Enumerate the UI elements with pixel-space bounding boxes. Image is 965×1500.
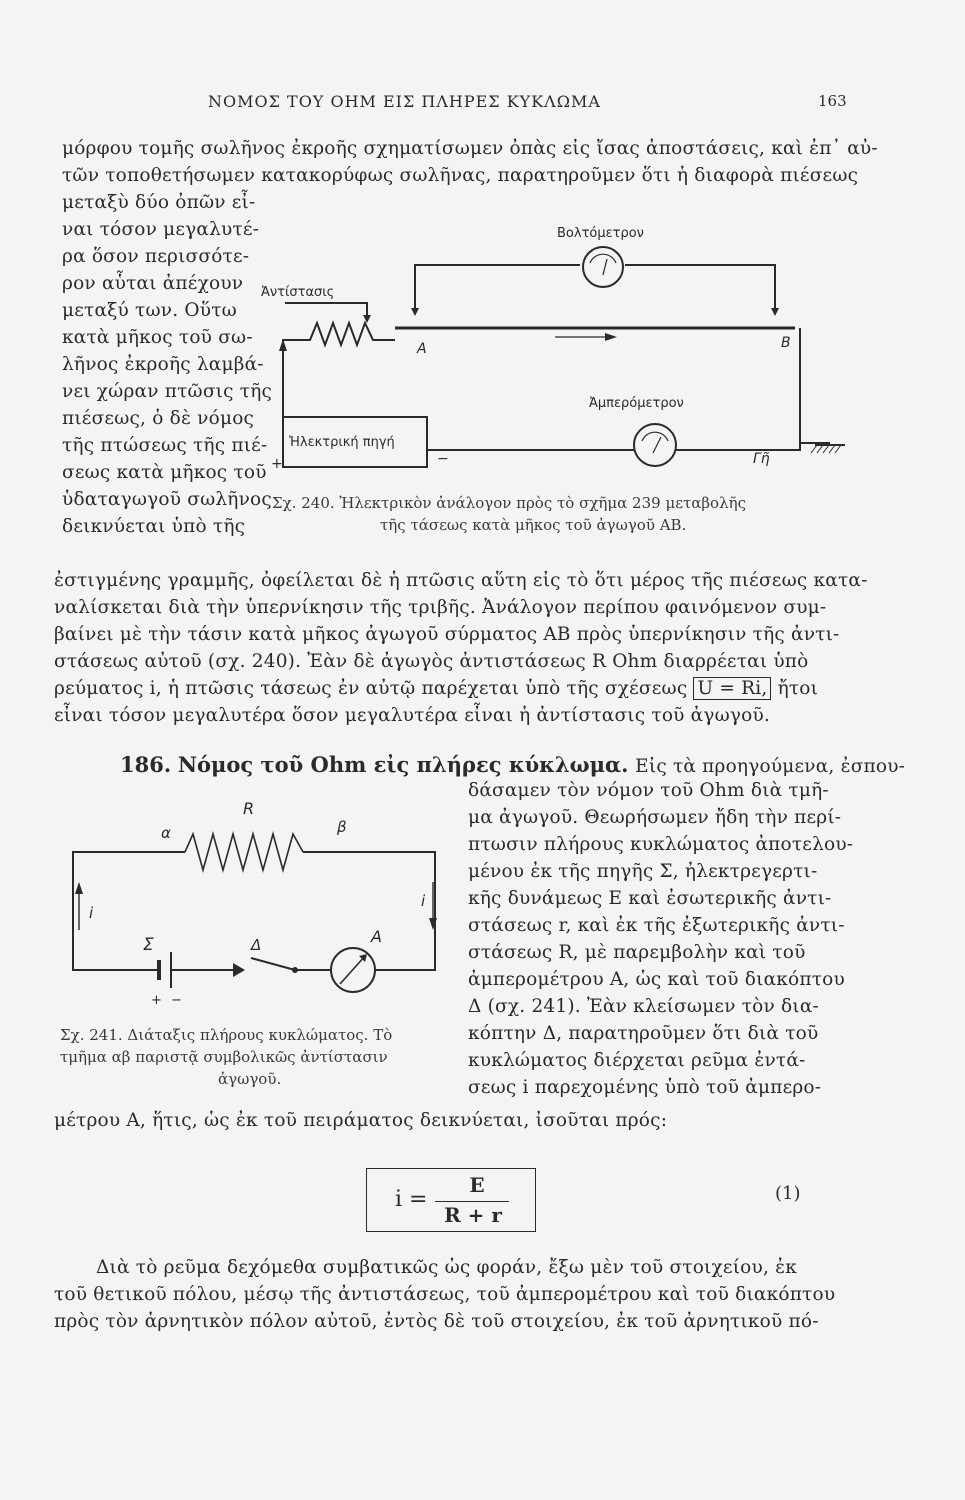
- equation-denominator: R + r: [444, 1203, 502, 1227]
- text-line: μα ἀγωγοῦ. Θεωρήσωμεν ἤδη τὴν περί-: [468, 807, 842, 828]
- switch-pivot: [292, 967, 298, 973]
- text-line: βαίνει μὲ τὴν τάσιν κατὰ μῆκος ἀγωγοῦ σύρματος ΑΒ πρὸς ὑπερνίκησιν τῆς ἀντι-: [54, 624, 840, 645]
- switch-delta-label: Δ: [251, 936, 262, 954]
- text-after-formula: ἤτοι: [777, 678, 819, 699]
- figure-240-caption-line2: τῆς τάσεως κατὰ μῆκος τοῦ ἀγωγοῦ ΑΒ.: [380, 516, 687, 534]
- section-186-heading: [120, 752, 905, 779]
- boxed-formula-u-ri: U = Ri,: [693, 677, 771, 700]
- text-before-formula: ρεύματος i, ἡ πτῶσις τάσεως ἐν αὐτῷ παρέχεται ὑπὸ τῆς σχέσεως: [54, 678, 688, 699]
- ammeter-icon: [634, 424, 676, 466]
- text-line: κόπτην Δ, παρατηροῦμεν ὅτι διὰ τοῦ: [468, 1023, 819, 1044]
- voltmeter-icon: [583, 247, 623, 287]
- running-header: [0, 92, 965, 116]
- ammeter-label: Ἀμπερόμετρον: [589, 396, 684, 411]
- text-line: μένου ἐκ τῆς πηγῆς Σ, ἠλεκτρεγερτι-: [468, 861, 818, 882]
- text-line: μεταξὺ δύο ὀπῶν εἶ-: [62, 192, 256, 213]
- text-line: εἶναι τόσον μεγαλυτέρα ὅσον μεγαλυτέρα εἶναι ἡ ἀντίστασις τοῦ ἀγωγοῦ.: [54, 705, 771, 726]
- wire-battery-left: [73, 965, 159, 970]
- text-line: κυκλώματος διέρχεται ρεῦμα ἐντά-: [468, 1050, 806, 1071]
- text-line: Δ (σχ. 241). Ἐὰν κλείσωμεν τὸν δια-: [468, 996, 819, 1017]
- point-b-label: Β: [781, 335, 791, 351]
- figure-241-caption-line3: ἀγωγοῦ.: [218, 1070, 282, 1088]
- ammeter-arrow: [340, 956, 365, 984]
- battery-plus-label: +: [151, 993, 162, 1008]
- text-line: στάσεως αὐτοῦ (σχ. 240). Ἐὰν δὲ ἀγωγὸς ἀντιστάσεως R Ohm διαρρέεται ὑπὸ: [54, 651, 809, 672]
- equation-lhs: i =: [395, 1187, 428, 1212]
- rheostat-arrow: [363, 315, 371, 323]
- text-line: ναλίσκεται διὰ τὴν ὑπερνίκησιν τῆς τριβῆς. Ἀνάλογον περίπου φαινόμενον συμ-: [54, 597, 827, 618]
- current-arrow-left-head: [75, 882, 83, 894]
- battery-minus-label: −: [171, 993, 182, 1008]
- figure-240-circuit: [255, 205, 855, 495]
- current-left-label: i: [89, 904, 94, 922]
- ground-label: Γῆ: [753, 451, 770, 467]
- text-line: μόρφου τομῆς σωλῆνος ἐκροῆς σχηματίσωμεν ὀπὰς εἰς ἴσας ἀποστάσεις, καὶ ἐπ᾽ αὐ-: [62, 138, 878, 159]
- text-line: ἐστιγμένης γραμμῆς, ὀφείλεται δὲ ἡ πτῶσις αὕτη εἰς τὸ ὅτι μέρος τῆς πιέσεως κατα-: [54, 570, 868, 591]
- point-alpha-label: α: [161, 824, 171, 842]
- voltmeter-scale: [590, 254, 616, 263]
- voltmeter-probe-a: [411, 308, 419, 316]
- text-line: στάσεως r, καὶ ἐκ τῆς ἐξωτερικῆς ἀντι-: [468, 915, 845, 936]
- text-line: σεως κατὰ μῆκος τοῦ: [62, 462, 267, 483]
- source-sigma-label: Σ: [143, 935, 154, 955]
- text-line: στάσεως R, μὲ παρεμβολὴν καὶ τοῦ: [468, 942, 806, 963]
- ammeter-a-label: Α: [371, 927, 382, 946]
- voltmeter-label: Βολτόμετρον: [557, 226, 644, 241]
- rheostat-slider: [285, 303, 367, 317]
- figure-240-caption-line1: Σχ. 240. Ἠλεκτρικὸν ἀνάλογον πρὸς τὸ σχῆμα 239 μεταβολῆς: [272, 494, 746, 512]
- text-line-with-formula: [54, 677, 818, 701]
- switch-delta-blade: [251, 958, 295, 970]
- source-minus-label: −: [437, 451, 449, 467]
- text-line: ρα ὅσον περισσότε-: [62, 246, 250, 267]
- current-right-label: i: [421, 892, 426, 910]
- current-arrow-head: [605, 333, 617, 341]
- text-line: Διὰ τὸ ρεῦμα δεχόμεθα συμβατικῶς ὡς φοράν, ἔξω μὲν τοῦ στοιχείου, ἐκ: [96, 1257, 797, 1278]
- text-line: σεως i παρεχομένης ὑπὸ τοῦ ἀμπερο-: [468, 1077, 822, 1098]
- section-lead: Εἰς τὰ προηγούμενα, ἐσπου-: [635, 756, 906, 777]
- switch-contact-icon: [233, 963, 245, 977]
- text-line: ὑδαταγωγοῦ σωλῆνος: [62, 489, 272, 510]
- voltmeter-probe-b: [771, 308, 779, 316]
- ammeter-needle: [653, 437, 661, 453]
- text-line: ἀμπερομέτρου Α, ὡς καὶ τοῦ διακόπτου: [468, 969, 845, 990]
- equation-1-box: [366, 1168, 536, 1232]
- resistance-zigzag: [283, 323, 395, 435]
- voltmeter-needle: [603, 259, 607, 275]
- circuit-wire-right: [303, 852, 435, 970]
- text-line: πιέσεως, ὁ δὲ νόμος: [62, 408, 255, 429]
- voltmeter-wire-right: [625, 265, 775, 310]
- text-line: δεικνύεται ὑπὸ τῆς: [62, 516, 246, 537]
- text-line: τῶν τοποθετήσωμεν κατακορύφως σωλῆνας, παρατηροῦμεν ὅτι ἡ διαφορὰ πιέσεως: [62, 165, 859, 186]
- text-line: δάσαμεν τὸν νόμον τοῦ Ohm διὰ τμῆ-: [468, 780, 829, 801]
- text-line: πτωσιν πλήρους κυκλώματος ἀποτελου-: [468, 834, 854, 855]
- source-plus-label: +: [271, 456, 283, 472]
- figure-241-caption-line1: Σχ. 241. Διάταξις πλήρους κυκλώματος. Τὸ: [60, 1026, 393, 1044]
- running-head-title: ΝΟΜΟΣ ΤΟΥ ΟΗΜ ΕΙΣ ΠΛΗΡΕΣ ΚΥΚΛΩΜΑ: [208, 92, 601, 111]
- text-line: κατὰ μῆκος τοῦ σω-: [62, 327, 253, 348]
- text-line: πρὸς τὸν ἀρνητικὸν πόλον αὐτοῦ, ἐντὸς δὲ τοῦ στοιχείου, ἐκ τοῦ ἀρνητικοῦ πό-: [54, 1311, 819, 1332]
- ground-symbol-icon: [811, 445, 845, 453]
- page-number: 163: [818, 92, 847, 110]
- text-line: μεταξύ των. Οὕτω: [62, 300, 237, 321]
- point-beta-label: β: [337, 818, 347, 836]
- source-label: Ἠλεκτρική πηγή: [289, 435, 395, 450]
- text-line: λῆνος ἐκροῆς λαμβά-: [62, 354, 264, 375]
- ammeter-scale: [642, 432, 668, 441]
- section-number: 186.: [120, 752, 172, 777]
- text-line: ρον αὗται ἀπέχουν: [62, 273, 244, 294]
- resistance-label: Ἀντίστασις: [261, 285, 335, 300]
- equation-numerator: E: [469, 1173, 485, 1197]
- text-line: νει χώραν πτῶσις τῆς: [62, 381, 273, 402]
- text-line: μέτρου Α, ἥτις, ὡς ἐκ τοῦ πειράματος δεικνύεται, ἰσοῦται πρός:: [54, 1110, 668, 1131]
- fraction-bar: [435, 1201, 509, 1202]
- resistor-r-label: R: [243, 799, 255, 818]
- point-a-label: Α: [417, 341, 427, 357]
- figure-241-circuit: [55, 790, 455, 1020]
- figure-241-caption-line2: τμῆμα αβ παριστᾷ συμβολικῶς ἀντίστασιν: [60, 1048, 388, 1066]
- text-line: τῆς πτώσεως τῆς πιέ-: [62, 435, 268, 456]
- resistor-r-zigzag: [185, 834, 303, 870]
- text-line: κῆς δυνάμεως Ε καὶ ἐσωτερικῆς ἀντι-: [468, 888, 832, 909]
- voltmeter-wire-left: [415, 265, 580, 310]
- text-line: τοῦ θετικοῦ πόλου, μέσῳ τῆς ἀντιστάσεως, τοῦ ἀμπερομέτρου καὶ τοῦ διακόπτου: [54, 1284, 836, 1305]
- text-line: ναι τόσον μεγαλυτέ-: [62, 219, 260, 240]
- equation-number: (1): [775, 1183, 801, 1204]
- section-title: Νόμος τοῦ Ohm εἰς πλήρες κύκλωμα.: [177, 752, 629, 777]
